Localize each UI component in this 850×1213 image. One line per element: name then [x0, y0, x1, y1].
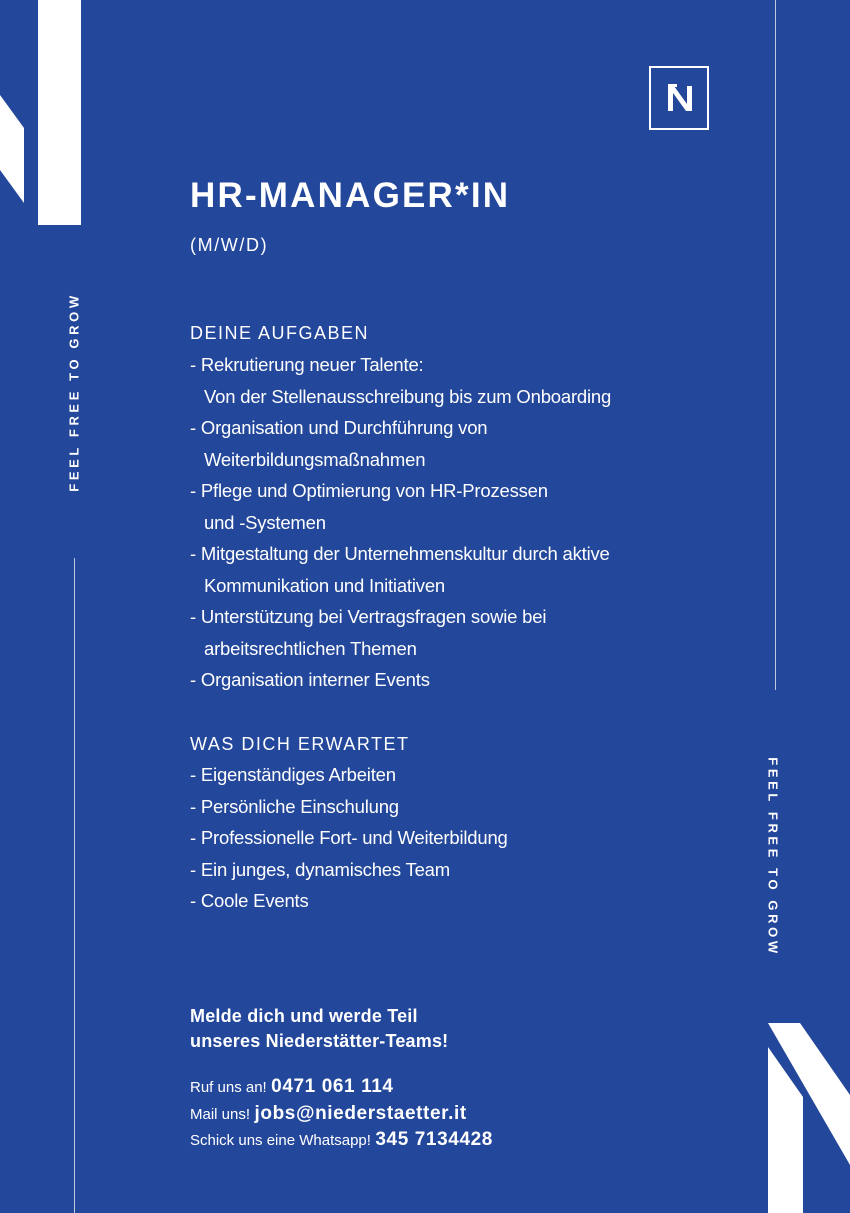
list-item-continuation: Weiterbildungsmaßnahmen: [204, 448, 426, 470]
right-divider-line: [775, 0, 776, 690]
list-item-continuation: arbeitsrechtlichen Themen: [204, 637, 417, 659]
mail-address[interactable]: jobs@niederstaetter.it: [254, 1102, 467, 1124]
job-title: HR-MANAGER*IN: [190, 176, 511, 215]
side-slogan-right: FEEL FREE TO GROW: [765, 757, 781, 957]
cta-line-2: unseres Niederstätter-Teams!: [190, 1031, 449, 1051]
logo-frame: [649, 66, 709, 130]
list-item: - Eigenständiges Arbeiten: [190, 764, 396, 785]
n-logo-icon: [668, 84, 692, 113]
list-item-line: - Rekrutierung neuer Talente:: [190, 354, 424, 375]
contact-block: [190, 1074, 493, 1154]
list-item-line: - Unterstützung bei Vertragsfragen sowie bei: [190, 606, 547, 627]
list-item: - Persönliche Einschulung: [190, 795, 399, 817]
left-divider-line: [74, 558, 75, 1213]
tasks-list: [190, 349, 611, 696]
side-slogan-left: FEEL FREE TO GROW: [66, 292, 82, 492]
phone-number[interactable]: 0471 061 114: [271, 1076, 394, 1097]
whatsapp-number[interactable]: 345 7134428: [375, 1129, 493, 1150]
list-item-continuation: und -Systemen: [204, 511, 326, 533]
benefits-heading: WAS DICH ERWARTET: [190, 734, 410, 754]
list-item: [190, 349, 611, 412]
list-item: [190, 538, 611, 601]
mail-line: [190, 1101, 493, 1128]
whatsapp-label: Schick uns eine Whatsapp!: [190, 1132, 371, 1149]
list-item: - Professionelle Fort- und Weiterbildung: [190, 827, 508, 848]
whatsapp-line: [190, 1127, 493, 1154]
phone-label: Ruf uns an!: [190, 1079, 267, 1096]
list-item: [190, 412, 611, 475]
list-item: [190, 664, 611, 696]
job-subtitle: (M/W/D): [190, 235, 269, 255]
list-item-continuation: Von der Stellenausschreibung bis zum Onboarding: [204, 385, 612, 407]
list-item: [190, 601, 611, 664]
list-item: - Coole Events: [190, 890, 309, 911]
benefits-list: [190, 759, 508, 917]
left-white-bar: [38, 0, 81, 225]
list-item-continuation: Kommunikation und Initiativen: [204, 574, 446, 596]
mail-label: Mail uns!: [190, 1105, 251, 1123]
tasks-heading: DEINE AUFGABEN: [190, 323, 370, 343]
list-item: - Ein junges, dynamisches Team: [190, 858, 450, 880]
phone-line: [190, 1074, 493, 1101]
cta-line-1: Melde dich und werde Teil: [190, 1006, 418, 1026]
list-item-line: - Mitgestaltung der Unternehmenskultur durch aktive: [190, 543, 610, 564]
left-diagonal-stripe: [0, 95, 24, 203]
list-item-line: - Organisation interner Events: [190, 669, 430, 690]
list-item: [190, 475, 611, 538]
call-to-action: [190, 1004, 448, 1054]
list-item-line: - Pflege und Optimierung von HR-Prozessen: [190, 480, 548, 501]
list-item-line: - Organisation und Durchführung von: [190, 417, 488, 438]
